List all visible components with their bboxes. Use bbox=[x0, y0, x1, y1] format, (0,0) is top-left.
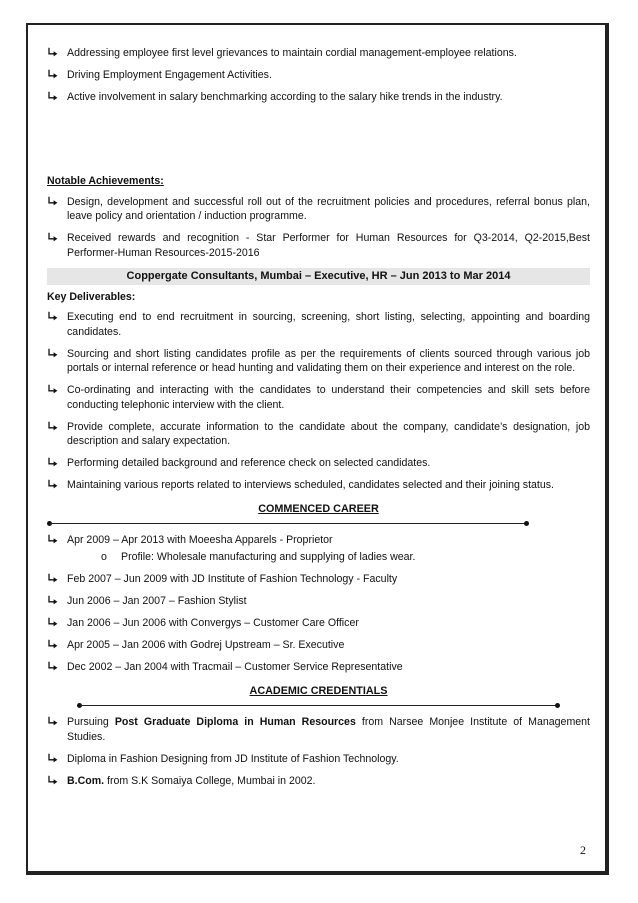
arrow-bullet-icon bbox=[47, 457, 59, 469]
company-title-bar: Coppergate Consultants, Mumbai – Executive, HR – Jun 2013 to Mar 2014 bbox=[47, 268, 590, 285]
bullet-text: Performing detailed background and reference check on selected candidates. bbox=[67, 457, 431, 469]
divider-line bbox=[50, 523, 526, 524]
divider-dot bbox=[524, 521, 529, 526]
list-item bbox=[47, 660, 590, 675]
list-item bbox=[47, 90, 590, 105]
list-item bbox=[47, 616, 590, 631]
arrow-bullet-icon bbox=[47, 573, 59, 585]
section-divider bbox=[47, 701, 590, 709]
bullet-text: Maintaining various reports related to interviews scheduled, candidates selected and their joining status. bbox=[67, 479, 555, 491]
list-item bbox=[47, 774, 590, 789]
arrow-bullet-icon bbox=[47, 753, 59, 765]
sub-item-text: Profile: Wholesale manufacturing and supplying of ladies wear. bbox=[121, 551, 416, 563]
arrow-bullet-icon bbox=[47, 196, 59, 208]
section-title-academic: ACADEMIC CREDENTIALS bbox=[249, 684, 388, 697]
achievements-heading bbox=[47, 174, 590, 189]
list-item bbox=[47, 420, 590, 449]
list-item bbox=[47, 231, 590, 260]
list-item bbox=[47, 715, 590, 744]
list-item bbox=[47, 68, 590, 83]
arrow-bullet-icon bbox=[47, 639, 59, 651]
bullet-text: Feb 2007 – Jun 2009 with JD Institute of Fashion Technology - Faculty bbox=[67, 573, 398, 585]
degree-name: Post Graduate Diploma in Human Resources bbox=[114, 716, 356, 728]
bullet-text: Jun 2006 – Jan 2007 – Fashion Stylist bbox=[67, 595, 247, 607]
list-item bbox=[47, 594, 590, 609]
arrow-bullet-icon bbox=[47, 595, 59, 607]
arrow-bullet-icon bbox=[47, 479, 59, 491]
arrow-bullet-icon bbox=[47, 91, 59, 103]
degree-name: B.Com. bbox=[67, 774, 105, 787]
divider-line bbox=[80, 705, 557, 706]
bullet-text: Dec 2002 – Jan 2004 with Tracmail – Customer Service Representative bbox=[67, 661, 403, 673]
key-deliverables-heading: Key Deliverables: bbox=[47, 290, 136, 303]
heading-colon: : bbox=[160, 175, 164, 187]
bullet-text: Sourcing and short listing candidates profile as per the requirements of clients sourced through various job portals or internal reference or head hunting and validating them on their experience and interest on the role. bbox=[67, 347, 590, 374]
bullet-text: Provide complete, accurate information to the candidate about the company, candidate’s designation, job description and salary expectation. bbox=[67, 420, 590, 447]
bullet-text: Jan 2006 – Jun 2006 with Convergys – Customer Care Officer bbox=[67, 617, 359, 629]
bullet-text: Executing end to end recruitment in sourcing, screening, short listing, selecting, appointing and boarding candidates. bbox=[67, 311, 590, 338]
list-item bbox=[47, 533, 590, 548]
list-item bbox=[47, 456, 590, 471]
section-divider bbox=[47, 519, 590, 527]
arrow-bullet-icon bbox=[47, 421, 59, 433]
arrow-bullet-icon bbox=[47, 47, 59, 59]
bullet-text-pre: Pursuing bbox=[67, 716, 115, 728]
arrow-bullet-icon bbox=[47, 232, 59, 244]
list-item bbox=[47, 638, 590, 653]
bullet-text: Diploma in Fashion Designing from JD Institute of Fashion Technology. bbox=[67, 752, 399, 765]
list-item bbox=[47, 46, 590, 61]
bullet-text-post: from Narsee Monjee Institute of Management Studies. bbox=[67, 716, 590, 743]
bullet-text: Design, development and successful roll out of the recruitment policies and procedures, referral bonus plan, leave policy and orientation / induction programme. bbox=[67, 195, 590, 222]
arrow-bullet-icon bbox=[47, 348, 59, 360]
list-item bbox=[47, 195, 590, 224]
bullet-text: Addressing employee first level grievances to maintain cordial management-employee relations. bbox=[67, 47, 517, 59]
list-item bbox=[47, 347, 590, 376]
spacer bbox=[47, 112, 590, 174]
bullet-text: Driving Employment Engagement Activities. bbox=[67, 69, 272, 81]
bullet-text: Received rewards and recognition - Star Performer for Human Resources for Q3-2014, Q2-2015,Best Performer-Human Resources-2015-2016 bbox=[67, 232, 590, 259]
list-item bbox=[47, 478, 590, 493]
list-item bbox=[47, 752, 590, 767]
bullet-text: Co-ordinating and interacting with the candidates to understand their competencies and skill sets before conducting telephonic interview with the client. bbox=[67, 384, 590, 411]
bullet-text: Apr 2005 – Jan 2006 with Godrej Upstream – Sr. Executive bbox=[67, 639, 345, 651]
arrow-bullet-icon bbox=[47, 775, 59, 787]
achievements-heading-text: Notable Achievements bbox=[47, 175, 161, 187]
list-item bbox=[47, 572, 590, 587]
arrow-bullet-icon bbox=[47, 716, 59, 728]
page-number: 2 bbox=[580, 843, 586, 857]
list-item bbox=[47, 383, 590, 412]
list-item bbox=[47, 310, 590, 339]
divider-dot bbox=[555, 703, 560, 708]
arrow-bullet-icon bbox=[47, 617, 59, 629]
resume-page-content bbox=[47, 46, 590, 796]
sub-list-item bbox=[47, 550, 590, 565]
bullet-text: Active involvement in salary benchmarking according to the salary hike trends in the industry. bbox=[67, 91, 503, 103]
arrow-bullet-icon bbox=[47, 534, 59, 546]
bullet-text: Apr 2009 – Apr 2013 with Moeesha Apparels - Proprietor bbox=[67, 534, 333, 546]
arrow-bullet-icon bbox=[47, 384, 59, 396]
arrow-bullet-icon bbox=[47, 69, 59, 81]
bullet-text-post: from S.K Somaiya College, Mumbai in 2002. bbox=[104, 774, 316, 787]
circle-bullet-icon: o bbox=[101, 551, 107, 563]
arrow-bullet-icon bbox=[47, 311, 59, 323]
section-title-career: COMMENCED CAREER bbox=[258, 502, 379, 515]
arrow-bullet-icon bbox=[47, 661, 59, 673]
